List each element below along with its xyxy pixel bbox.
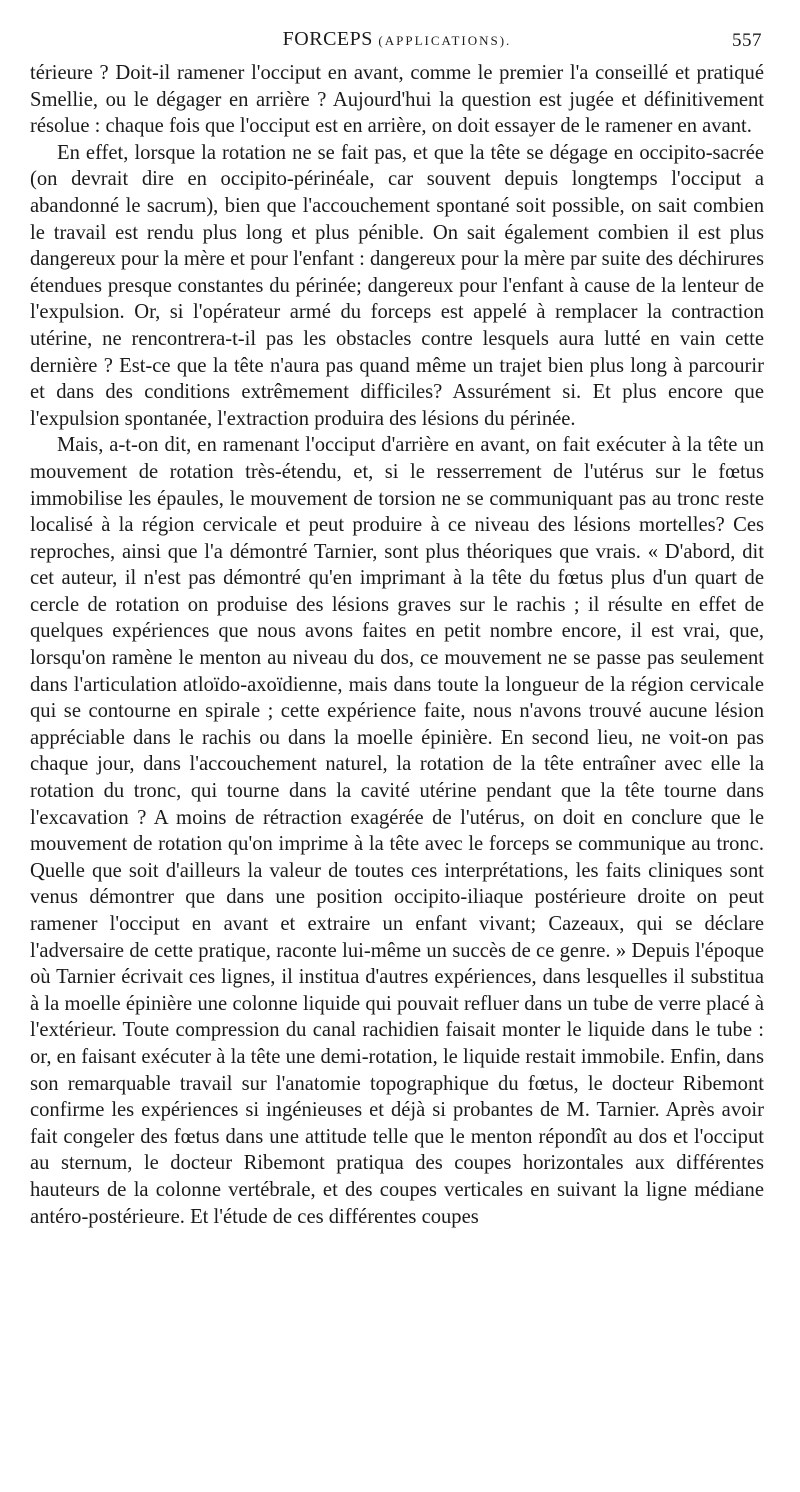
running-title-subtitle: (APPLICATIONS). [378, 33, 512, 48]
paragraph-continued: térieure ? Doit-il ramener l'occiput en avant, comme le premier l'a conseillé et pratiqué Smellie, ou le dégager en arrière ? Aujourd'hui la question est jugée et définitivement résolue : chaque fois que l'occiput est en arrière, on doit essayer de le ramener en avant. [30, 62, 764, 138]
book-page [30, 28, 764, 1230]
page-number: 557 [732, 30, 762, 51]
running-title-main: FORCEPS [282, 28, 373, 50]
running-title [30, 28, 764, 51]
page-body [30, 60, 764, 1230]
paragraph: Mais, a-t-on dit, en ramenant l'occiput d'arrière en avant, on fait exécuter à la tête un mouvement de rotation très-étendu, et, si le resserrement de l'utérus sur le fœtus immobilise les épaules, le mouvement de torsion ne se communiquant pas au tronc reste localisé à la région cervicale et peut produire à ce niveau des lésions mortelles? Ces reproches, ainsi que l'a démontré Tarnier, sont plus théoriques que vrais. « D'abord, dit cet auteur, il n'est pas démontré qu'en imprimant à la tête du fœtus plus d'un quart de cercle de rotation on produise des lésions graves sur le rachis ; il résulte en effet de quelques expériences que nous avons faites en petit nombre encore, il est vrai, que, lorsqu'on ramène le menton au niveau du dos, ce mouvement ne se passe pas seulement dans l'articulation atloïdo-axoïdienne, mais dans toute la longueur de la région cervicale qui se contourne en spirale ; cette expérience faite, nous n'avons trouvé aucune lésion appréciable dans le rachis ou dans la moelle épinière. En second lieu, ne voit-on pas chaque jour, dans l'accouchement naturel, la rotation de la tête entraîner avec elle la rotation du tronc, qui tourne dans la cavité utérine pendant que la tête tourne dans l'excavation ? A moins de rétraction exagérée de l'utérus, on doit en conclure que le mouvement de rotation qu'on imprime à la tête avec le forceps se communique au tronc. Quelle que soit d'ailleurs la valeur de toutes ces interprétations, les faits cliniques sont venus démontrer que dans une position occipito-iliaque postérieure droite on peut ramener l'occiput en avant et extraire un enfant vivant; Cazeaux, qui se déclare l'adversaire de cette pratique, raconte lui-même un succès de ce genre. » Depuis l'époque où Tarnier écrivait ces lignes, il institua d'autres expériences, dans lesquelles il substitua à la moelle épinière une colonne liquide qui pouvait refluer dans un tube de verre placé à l'extérieur. Toute compression du canal rachidien faisait monter le liquide dans le tube : or, en faisant exécuter à la tête une demi-rotation, le liquide restait immobile. Enfin, dans son remarquable travail sur l'anatomie topographique du fœtus, le docteur Ribemont confirme les expériences si ingénieuses et déjà si probantes de M. Tarnier. Après avoir fait congeler des fœtus dans une attitude telle que le menton répondît au dos et l'occiput au sternum, le docteur Ribemont pratiqua des coupes horizontales aux différentes hauteurs de la colonne vertébrale, et des coupes verticales en suivant la ligne médiane antéro-postérieure. Et l'étude de ces différentes coupes [30, 434, 764, 1228]
running-header [30, 28, 764, 58]
paragraph: En effet, lorsque la rotation ne se fait pas, et que la tête se dégage en occipito-sacrée (on devrait dire en occipito-périnéale, car souvent depuis longtemps l'occiput a abandonné le sacrum), bien que l'accouchement spontané soit possible, on sait combien le travail est rendu plus long et plus pénible. On sait également combien il est plus dangereux pour la mère et pour l'enfant : dangereux pour la mère par suite des déchirures étendues presque constantes du périnée; dangereux pour l'enfant à cause de la lenteur de l'expulsion. Or, si l'opérateur armé du forceps est appelé à remplacer la contraction utérine, ne rencontrera-t-il pas les obstacles contre lesquels aura lutté en vain cette dernière ? Est-ce que la tête n'aura pas quand même un trajet bien plus long à parcourir et dans des conditions extrêmement difficiles? Assurément si. Et plus encore que l'expulsion spontanée, l'extraction produira des lésions du périnée. [30, 141, 764, 430]
